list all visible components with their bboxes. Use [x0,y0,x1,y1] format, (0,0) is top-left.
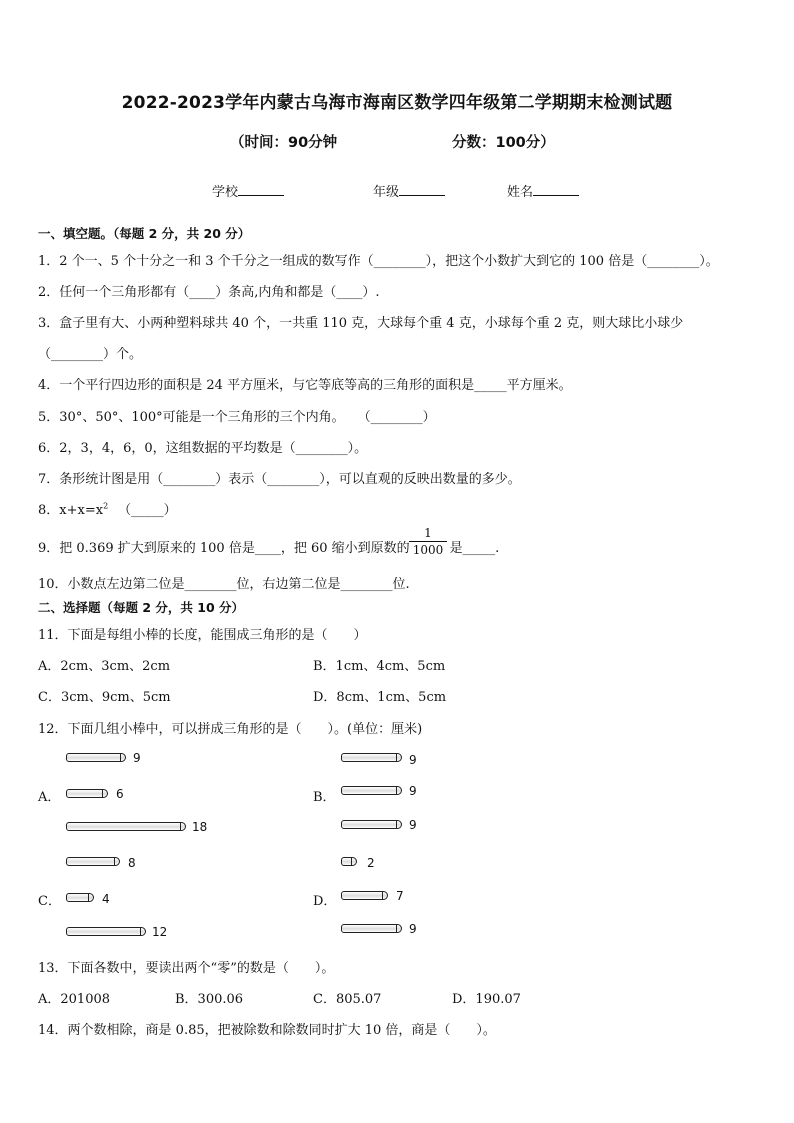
q12-option-d[interactable]: D． [313,894,337,909]
question-4: 4．一个平行四边形的面积是 24 平方厘米，与它等底等高的三角形的面积是_____平方厘米。 [38,378,572,393]
stick-b3-length: 9 [409,818,417,832]
question-3: 3．盒子里有大、小两种塑料球共 40 个，一共重 110 克，大球每个重 4 克，小球每个重 2 克，则大球比小球少 [38,316,684,331]
stick-c1-length: 8 [128,856,136,870]
stick-a2 [66,789,108,798]
question-8: 8．$x+x=x^2$ （_____） [38,501,177,518]
question-1: 1．2 个一、5 个十分之一和 3 个千分之一组成的数写作（________），把这个小数扩大到它的 100 倍是（________）。 [38,254,719,269]
stick-c1 [66,857,120,866]
stick-a3 [66,822,186,831]
question-13: 13．下面各数中，要读出两个“零”的数是（ ）。 [38,961,335,976]
q11-option-a[interactable]: A．2cm、3cm、2cm [38,659,171,674]
stick-b2-length: 9 [409,784,417,798]
stick-b1 [341,753,402,762]
stick-d3 [341,924,402,933]
q12-option-c[interactable]: C． [38,894,61,909]
exam-time: （时间：90分钟 [230,135,338,151]
stick-a2-length: 6 [116,787,124,801]
question-5: 5．30°、50°、100°可能是一个三角形的三个内角。 （________） [38,410,436,425]
question-7: 7．条形统计图是用（________）表示（________），可以直观的反映出数量的多少。 [38,472,521,487]
stick-d1 [341,857,357,866]
question-9: 9．把 0.369 扩大到原来的 100 倍是____，把 60 缩小到原数的 是_____. [38,541,500,556]
q12-option-b[interactable]: B． [313,790,336,805]
question-11: 11．下面是每组小棒的长度，能围成三角形的是（ ） [38,628,367,643]
q13-option-c[interactable]: C．805.07 [313,992,382,1007]
stick-b1-length: 9 [409,753,417,767]
stick-b2 [341,786,402,795]
stick-a1 [66,753,126,762]
section-choice-heading: 二、选择题（每题 2 分，共 10 分） [38,600,245,615]
stick-d1-length: 2 [367,856,375,870]
grade-field: 年级 [373,181,445,200]
page-title: 2022-2023学年内蒙古乌海市海南区数学四年级第二学期期末检测试题 [121,93,673,113]
exam-score: 分数：100分） [452,135,555,151]
stick-a1-length: 9 [133,751,141,765]
question-3-continued: （________）个。 [38,347,143,362]
q11-option-c[interactable]: C．3cm、9cm、5cm [38,690,171,705]
q13-option-a[interactable]: A．201008 [38,992,111,1007]
stick-d3-length: 9 [409,922,417,936]
question-12: 12．下面几组小棒中，可以拼成三角形的是（ ）。(单位：厘米) [38,722,423,737]
fraction-one-thousandth: $\frac{1}{1000}$ [409,526,447,558]
name-field: 姓名 [507,181,579,200]
question-2: 2．任何一个三角形都有（____）条高,内角和都是（____）. [38,285,380,300]
q11-option-b[interactable]: B．1cm、4cm、5cm [313,659,446,674]
q13-option-b[interactable]: B．300.06 [175,992,244,1007]
stick-b3 [341,820,402,829]
stick-a3-length: 18 [192,820,208,834]
stick-c2-length: 4 [102,892,110,906]
section-fill-blank-heading: 一、填空题。（每题 2 分，共 20 分） [38,226,251,241]
q12-option-a[interactable]: A． [38,790,61,805]
school-field: 学校 [212,181,284,200]
question-6: 6．2，3，4，6，0，这组数据的平均数是（________）。 [38,441,368,456]
stick-c3 [66,927,146,936]
q13-option-d[interactable]: D．190.07 [452,992,521,1007]
stick-d2-length: 7 [396,889,404,903]
stick-c3-length: 12 [152,925,168,939]
stick-c2 [66,893,94,902]
q11-option-d[interactable]: D．8cm、1cm、5cm [313,690,447,705]
question-14: 14．两个数相除，商是 0.85，把被除数和除数同时扩大 10 倍，商是（ ）。 [38,1023,496,1038]
question-10: 10．小数点左边第二位是________位，右边第二位是________位. [38,577,410,592]
stick-d2 [341,891,388,900]
